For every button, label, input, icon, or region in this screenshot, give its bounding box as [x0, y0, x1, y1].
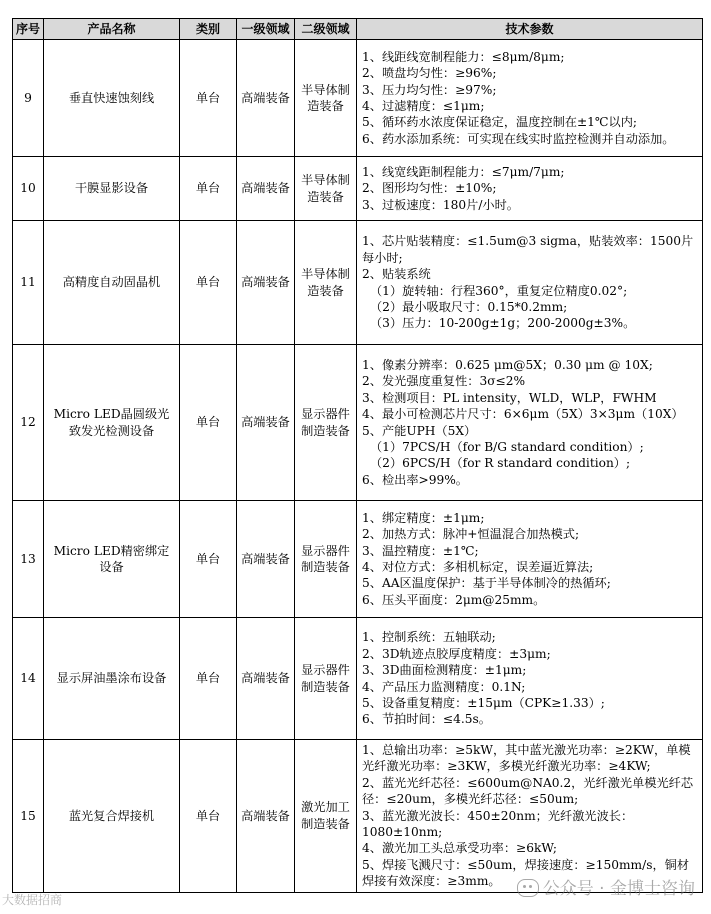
product-name: 蓝光复合焊接机 — [44, 740, 180, 893]
level2-domain: 激光加工制造装备 — [295, 740, 357, 893]
category: 单台 — [180, 501, 237, 618]
row-number: 9 — [13, 40, 44, 157]
param-line: 5、产能UPH（5X） — [362, 423, 477, 438]
param-line: 6、节拍时间：≤4.5s。 — [362, 712, 491, 727]
param-line: 1、总输出功率：≥5kW，其中蓝光激光功率：≥2KW，单模光纤激光功率：≥3KW，多模光纤激光功率：≥4KW; — [362, 743, 691, 774]
param-line: （1）旋转轴：行程360°，重复定位精度0.02°; — [370, 283, 628, 298]
param-line: 2、加热方式：脉冲+恒温混合加热模式; — [362, 527, 580, 542]
category: 单台 — [180, 618, 237, 740]
param-line: （2）6PCS/H（for R standard condition）; — [370, 456, 631, 471]
row-number: 10 — [13, 157, 44, 221]
level1-domain: 高端装备 — [237, 501, 295, 618]
table-row — [13, 618, 703, 740]
category: 单台 — [180, 345, 237, 501]
param-line: 6、检出率>99%。 — [362, 472, 468, 487]
param-line: 5、AA区温度保护：基于半导体制冷的热循环; — [362, 576, 611, 591]
row-number: 13 — [13, 501, 44, 618]
table-row — [13, 221, 703, 345]
param-line: 2、蓝光光纤芯径：≤600um@NA0.2，光纤激光单模光纤芯径：≤20um，多模光纤芯径：≤50um; — [362, 775, 694, 807]
product-name: 显示屏油墨涂布设备 — [44, 618, 180, 740]
level1-domain: 高端装备 — [237, 740, 295, 893]
param-line: 2、喷盘均匀性：≥96%; — [362, 66, 497, 81]
row-number: 12 — [13, 345, 44, 501]
category: 单台 — [180, 221, 237, 345]
tech-params — [357, 618, 703, 740]
level1-domain: 高端装备 — [237, 40, 295, 157]
param-line: 4、产品压力监测精度：0.1N; — [362, 679, 526, 694]
param-line: 3、温控精度：±1℃; — [362, 543, 479, 558]
param-line: （3）压力：10-200g±1g；200-2000g±3%。 — [370, 316, 636, 331]
param-line: 1、线宽线距制程能力：≤7μm/7μm; — [362, 164, 565, 179]
level2-domain: 半导体制造装备 — [295, 157, 357, 221]
header-name: 产品名称 — [44, 19, 180, 40]
param-line: 4、最小可检测芯片尺寸：6×6μm（5X）3×3μm（10X） — [362, 407, 684, 422]
tech-params — [357, 501, 703, 618]
param-line: 3、压力均匀性：≥97%; — [362, 82, 497, 97]
level2-domain: 半导体制造装备 — [295, 221, 357, 345]
tech-params — [357, 157, 703, 221]
category: 单台 — [180, 740, 237, 893]
param-line: （2）最小吸取尺寸：0.15*0.2mm; — [370, 299, 568, 314]
level2-domain: 显示器件制造装备 — [295, 501, 357, 618]
wechat-icon — [517, 879, 539, 897]
product-name: 高精度自动固晶机 — [44, 221, 180, 345]
param-line: （1）7PCS/H（for B/G standard condition）; — [370, 439, 644, 454]
table-row — [13, 40, 703, 157]
product-name: Micro LED晶圆级光致发光检测设备 — [44, 345, 180, 501]
table-row — [13, 740, 703, 893]
header-level1: 一级领域 — [237, 19, 295, 40]
header-no: 序号 — [13, 19, 44, 40]
watermark-right-text: 公众号 · 金博士咨询 — [542, 879, 695, 899]
watermark-left: 大数据招商 — [2, 893, 63, 907]
row-number: 14 — [13, 618, 44, 740]
param-line: 3、3D曲面检测精度：±1μm; — [362, 663, 527, 678]
table-row — [13, 157, 703, 221]
param-line: 1、控制系统：五轴联动; — [362, 630, 496, 645]
level2-domain: 半导体制造装备 — [295, 40, 357, 157]
level1-domain: 高端装备 — [237, 157, 295, 221]
param-line: 5、设备重复精度：±15μm（CPK≥1.33）; — [362, 695, 605, 710]
tech-params — [357, 345, 703, 501]
param-line: 6、压头平面度：2μm@25mm。 — [362, 592, 546, 607]
header-row — [13, 19, 703, 40]
param-line: 1、像素分辨率：0.625 μm@5X；0.30 μm @ 10X; — [362, 357, 653, 372]
category: 单台 — [180, 157, 237, 221]
tech-params-table — [12, 18, 703, 893]
param-line: 5、循环药水浓度保证稳定，温度控制在±1℃以内; — [362, 115, 638, 130]
param-line: 3、过板速度：180片/小时。 — [362, 197, 519, 212]
param-line: 3、蓝光激光波长：450±20nm；光纤激光波长：1080±10nm; — [362, 808, 634, 840]
param-line: 5、焊接飞溅尺寸：≤50um，焊接速度：≥150mm/s，铜材焊接有效深度：≥3mm。 — [362, 857, 690, 889]
level1-domain: 高端装备 — [237, 618, 295, 740]
level2-domain: 显示器件制造装备 — [295, 345, 357, 501]
level1-domain: 高端装备 — [237, 345, 295, 501]
param-line: 4、过滤精度：≤1μm; — [362, 99, 485, 113]
param-line: 4、激光加工头总承受功率：≥6kW; — [362, 841, 557, 856]
row-number: 15 — [13, 740, 44, 893]
watermark-right — [517, 874, 695, 899]
param-line: 2、图形均匀性：±10%; — [362, 181, 497, 196]
header-level2: 二级领域 — [295, 19, 357, 40]
param-line: 6、药水添加系统：可实现在线实时监控检测并自动添加。 — [362, 131, 675, 146]
param-line: 1、芯片贴装精度：≤1.5um@3 sigma，贴装效率：1500片每小时; — [362, 234, 694, 265]
category: 单台 — [180, 40, 237, 157]
product-name: 干膜显影设备 — [44, 157, 180, 221]
param-line: 1、线距线宽制程能力：≤8μm/8μm; — [362, 49, 565, 64]
row-number: 11 — [13, 221, 44, 345]
param-line: 2、贴装系统 — [362, 267, 431, 282]
product-name: Micro LED精密绑定设备 — [44, 501, 180, 618]
level2-domain: 显示器件制造装备 — [295, 618, 357, 740]
tech-params — [357, 221, 703, 345]
header-params: 技术参数 — [357, 19, 703, 40]
tech-params — [357, 740, 703, 893]
tech-params — [357, 40, 703, 157]
param-line: 1、绑定精度：±1μm; — [362, 510, 485, 525]
param-line: 2、3D轨迹点胶厚度精度：±3μm; — [362, 646, 551, 661]
level1-domain: 高端装备 — [237, 221, 295, 345]
header-category: 类别 — [180, 19, 237, 40]
product-name: 垂直快速蚀刻线 — [44, 40, 180, 157]
param-line: 3、检测项目：PL intensity，WLD，WLP，FWHM — [362, 390, 657, 405]
table-row — [13, 501, 703, 618]
param-line: 2、发光强度重复性：3σ≤2% — [362, 374, 526, 389]
table-row — [13, 345, 703, 501]
param-line: 4、对位方式：多相机标定，误差逼近算法; — [362, 560, 594, 574]
